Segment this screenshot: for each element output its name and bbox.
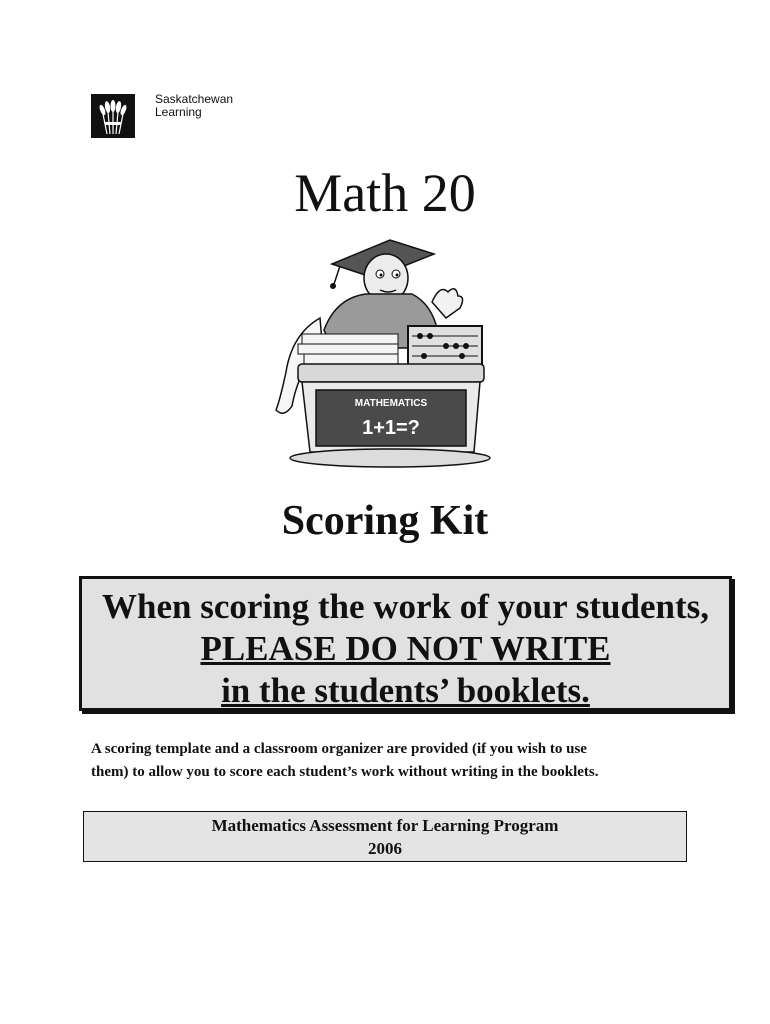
notice-line-3: in the students’ booklets. — [221, 671, 590, 710]
board-equation: 1+1=? — [362, 417, 420, 439]
board-text: MATHEMATICS — [354, 398, 428, 409]
teacher-at-desk-illustration — [262, 222, 492, 472]
instructions-paragraph — [91, 738, 711, 784]
program-year: 2006 — [368, 839, 402, 858]
scoring-notice-box — [79, 576, 732, 711]
page-subtitle: Scoring Kit — [281, 498, 489, 544]
notice-line-2: PLEASE DO NOT WRITE — [200, 629, 611, 668]
notice-line-1: When scoring the work of your students, — [101, 587, 710, 626]
program-box — [83, 811, 687, 862]
program-name: Mathematics Assessment for Learning Program — [211, 816, 559, 835]
organization-line-2: Learning — [155, 105, 202, 119]
page-title: Math 20 — [294, 163, 476, 223]
instructions-line-2: them) to allow you to score each student’s work without writing in the booklets. — [91, 764, 599, 780]
organization-line-1: Saskatchewan — [155, 92, 234, 106]
instructions-line-1: A scoring template and a classroom organizer are provided (if you wish to use — [91, 741, 587, 757]
saskatchewan-logo — [91, 94, 135, 138]
wheat-sheaf-icon — [91, 94, 135, 138]
organization-name — [155, 93, 233, 119]
